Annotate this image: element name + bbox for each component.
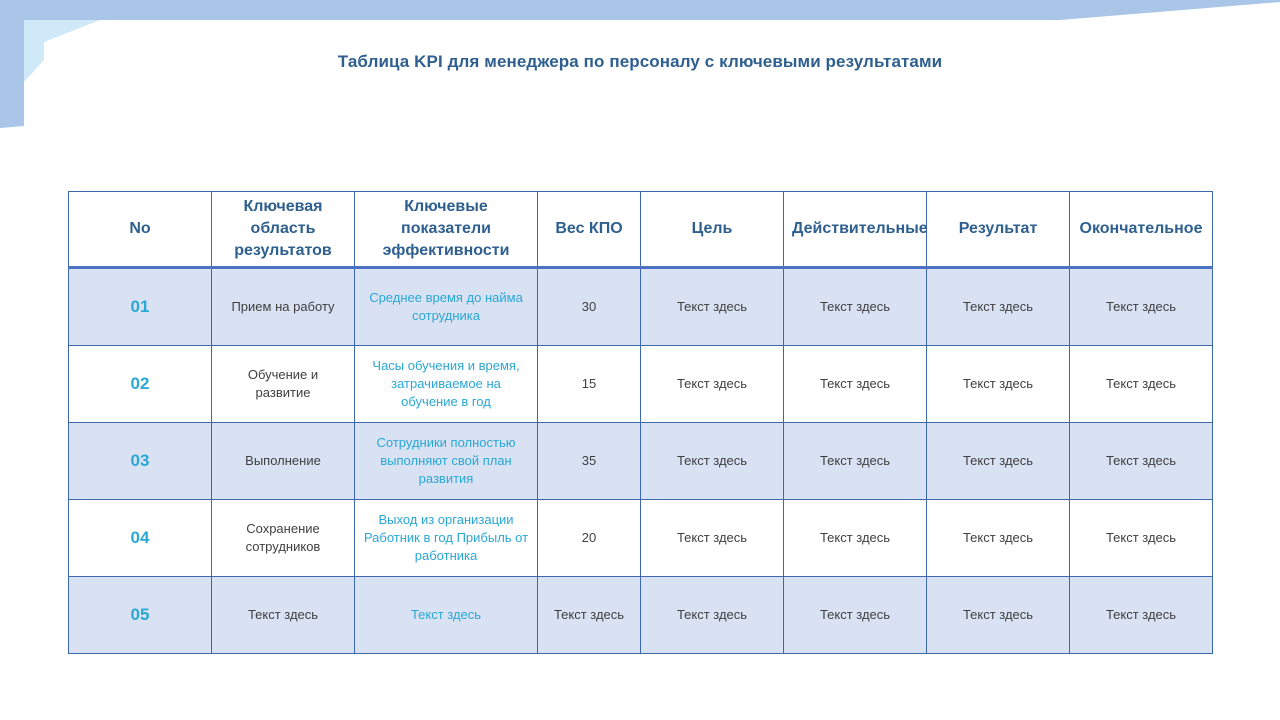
weight-cell: Текст здесь [538,577,641,654]
table-row [69,500,1213,577]
kpi-cell: Текст здесь [355,577,538,654]
row-number: 04 [69,500,212,577]
actual-cell: Текст здесь [784,423,927,500]
table-row [69,577,1213,654]
final-cell: Текст здесь [1070,423,1213,500]
header-weight: Вес КПО [538,192,641,268]
final-cell: Текст здесь [1070,346,1213,423]
actual-cell: Текст здесь [784,268,927,346]
key-area-cell: Обучение и развитие [212,346,355,423]
page-title: Таблица KPI для менеджера по персоналу с ключевыми результатами [337,52,943,71]
key-area-cell: Сохранение сотрудников [212,500,355,577]
weight-cell: 35 [538,423,641,500]
final-cell: Текст здесь [1070,577,1213,654]
kpi-cell: Часы обучения и время, затрачиваемое на обучение в год [355,346,538,423]
row-number: 05 [69,577,212,654]
header-no: No [69,192,212,268]
table-row [69,423,1213,500]
header-actual: Действительные [784,192,927,268]
header-result: Результат [927,192,1070,268]
final-cell: Текст здесь [1070,500,1213,577]
key-area-cell: Текст здесь [212,577,355,654]
header-row [69,192,1213,268]
key-area-cell: Прием на работу [212,268,355,346]
key-area-cell: Выполнение [212,423,355,500]
weight-cell: 20 [538,500,641,577]
result-cell: Текст здесь [927,500,1070,577]
result-cell: Текст здесь [927,268,1070,346]
weight-cell: 30 [538,268,641,346]
actual-cell: Текст здесь [784,500,927,577]
weight-cell: 15 [538,346,641,423]
final-cell: Текст здесь [1070,268,1213,346]
result-cell: Текст здесь [927,423,1070,500]
target-cell: Текст здесь [641,268,784,346]
actual-cell: Текст здесь [784,577,927,654]
row-number: 01 [69,268,212,346]
target-cell: Текст здесь [641,577,784,654]
header-key-area: Ключевая область результатов [212,192,355,268]
target-cell: Текст здесь [641,423,784,500]
target-cell: Текст здесь [641,346,784,423]
row-number: 03 [69,423,212,500]
result-cell: Текст здесь [927,346,1070,423]
header-kpi: Ключевые показатели эффективности [355,192,538,268]
table-row [69,346,1213,423]
kpi-cell: Сотрудники полностью выполняют свой план развития [355,423,538,500]
row-number: 02 [69,346,212,423]
result-cell: Текст здесь [927,577,1070,654]
kpi-cell: Среднее время до найма сотрудника [355,268,538,346]
kpi-cell: Выход из организации Работник в год Прибыль от работника [355,500,538,577]
target-cell: Текст здесь [641,500,784,577]
kpi-table [68,191,1213,654]
table-row [69,268,1213,346]
actual-cell: Текст здесь [784,346,927,423]
header-target: Цель [641,192,784,268]
header-final: Окончательное [1070,192,1213,268]
